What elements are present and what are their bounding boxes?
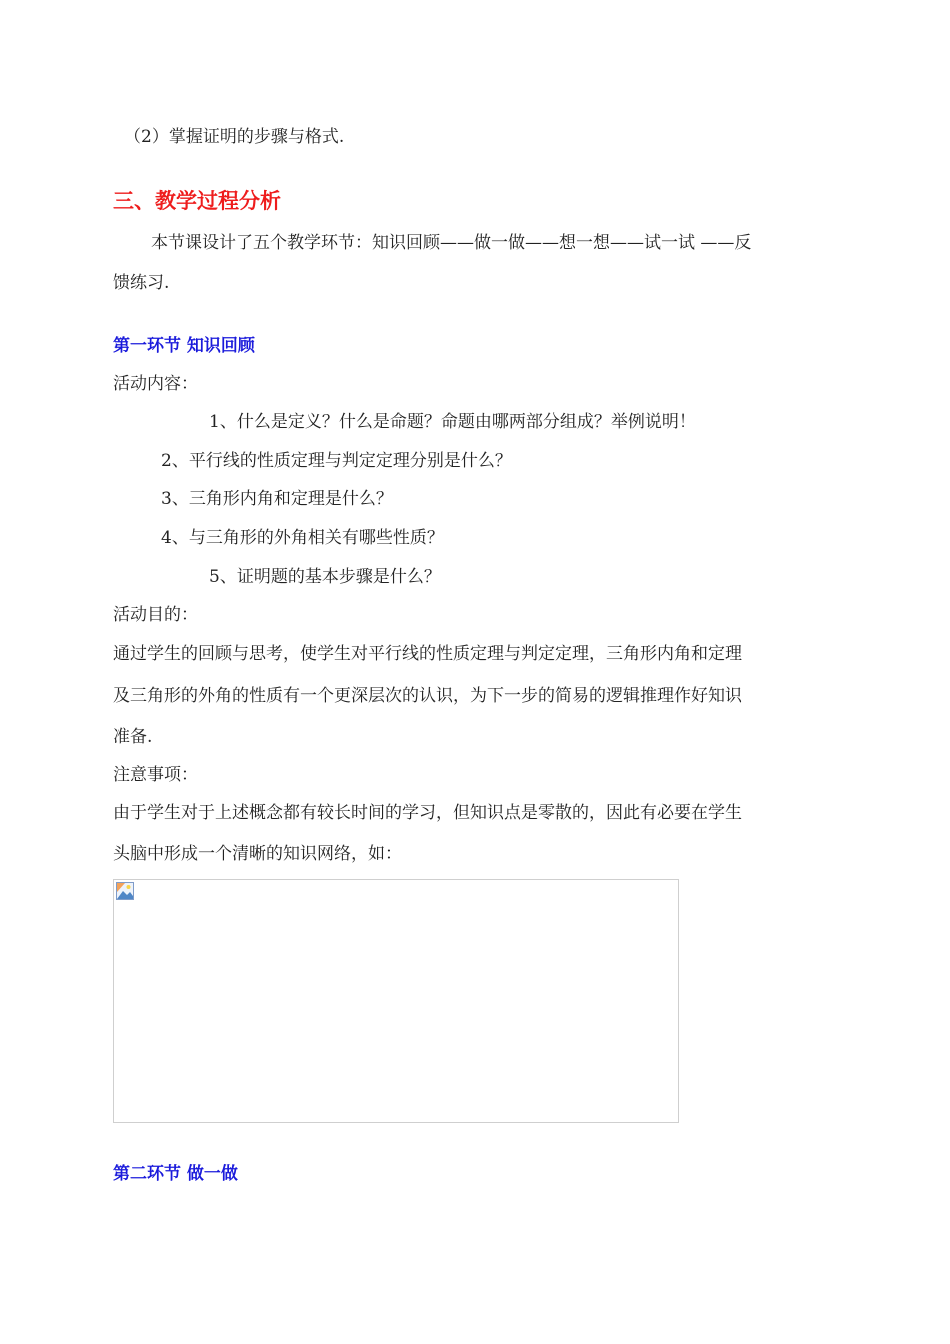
stage-heading-2: 第二环节 做一做 (113, 1164, 238, 1184)
question-item-3: 3、三角形内角和定理是什么？ (161, 489, 393, 509)
goal-line-2: 及三角形的外角的性质有一个更深层次的认识，为下一步的简易的逻辑推理作好知识 (113, 686, 742, 706)
knowledge-network-image (113, 879, 679, 1123)
section-intro-line-2: 馈练习. (113, 273, 170, 293)
activity-content-label: 活动内容： (113, 374, 198, 394)
section-heading-teaching-process: 三、教学过程分析 (113, 189, 281, 213)
question-item-2: 2、平行线的性质定理与判定定理分别是什么？ (161, 451, 512, 471)
question-item-1: 1、什么是定义？什么是命题？命题由哪两部分组成？举例说明！ (209, 412, 696, 432)
question-item-5: 5、证明题的基本步骤是什么？ (209, 567, 441, 587)
stage-heading-1: 第一环节 知识回顾 (113, 336, 255, 356)
notes-line-2: 头脑中形成一个清晰的知识网络，如： (113, 844, 402, 864)
activity-goal-label: 活动目的： (113, 605, 198, 625)
notes-label: 注意事项： (113, 765, 198, 785)
broken-image-icon (116, 882, 134, 900)
goal-line-1: 通过学生的回顾与思考，使学生对平行线的性质定理与判定定理，三角形内角和定理 (113, 644, 742, 664)
section-intro-line-1: 本节课设计了五个教学环节：知识回顾——做一做——想一想——试一试 ——反 (151, 233, 752, 253)
goal-line-3: 准备. (113, 727, 153, 747)
question-item-4: 4、与三角形的外角相关有哪些性质？ (161, 528, 444, 548)
objective-item-2: （2）掌握证明的步骤与格式. (124, 127, 345, 147)
notes-line-1: 由于学生对于上述概念都有较长时间的学习，但知识点是零散的，因此有必要在学生 (113, 803, 742, 823)
